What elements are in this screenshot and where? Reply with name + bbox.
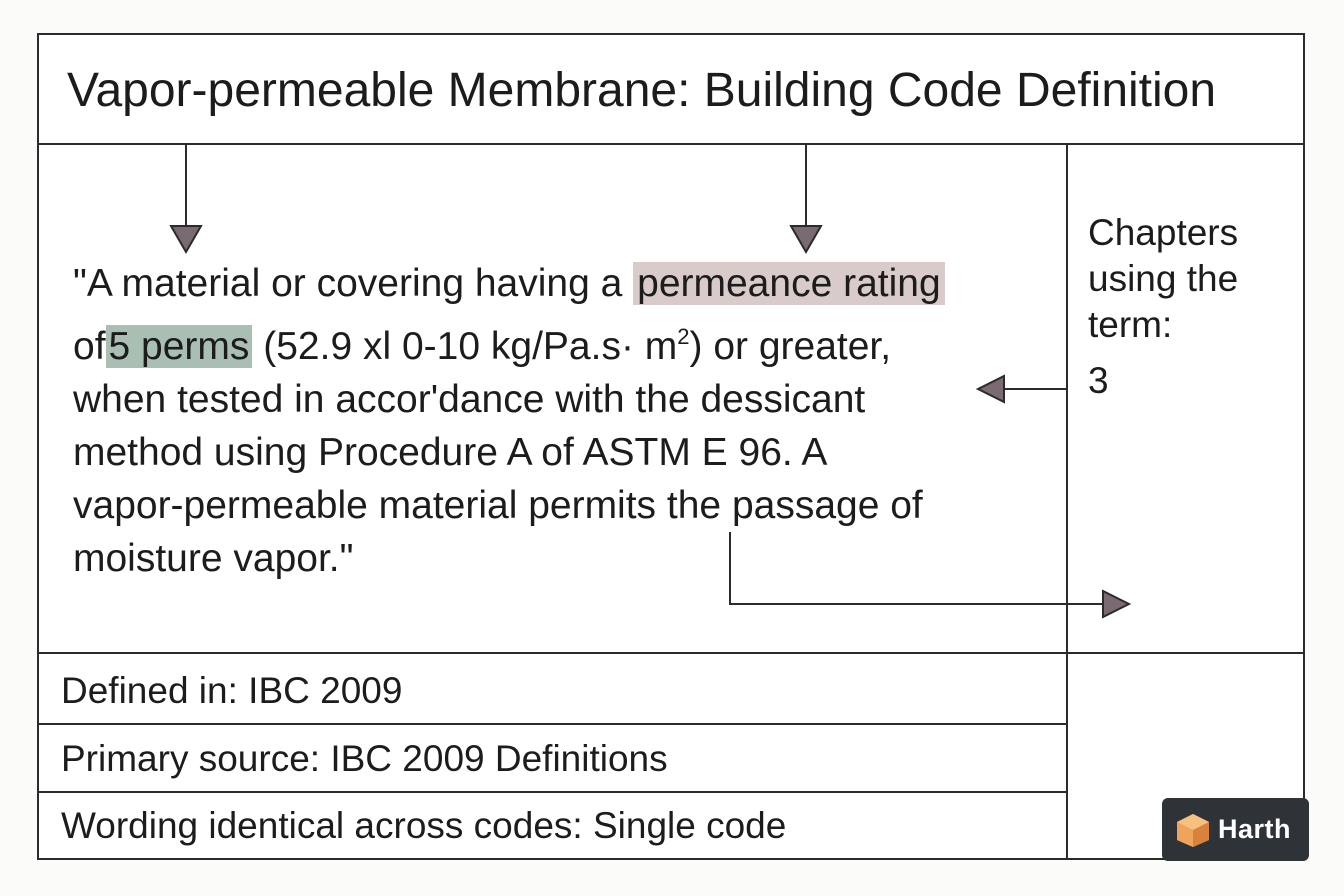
definition-line-3: when tested in accor'dance with the dessicant [73, 378, 866, 421]
arrow-head-down-icon [791, 226, 821, 252]
chapters-count: 3 [1088, 360, 1109, 401]
definition-line-5: vapor-permeable material permits the passage of [73, 484, 923, 527]
definition-text-segment: (52.9 xl 0-10 kg/Pa.s· m [252, 325, 678, 368]
permeance-rating-highlight: permeance rating [633, 262, 945, 305]
arrow-head-left-icon [978, 376, 1004, 402]
chapters-label-line-2: using the [1088, 258, 1239, 299]
harth-logo [1162, 798, 1309, 861]
definition-text-segment: "A material or covering having a [73, 262, 634, 305]
arrow-line-4 [730, 532, 1105, 604]
perms-value-highlight: 5 perms [106, 325, 253, 368]
chapters-label-line-1: Chapters [1088, 212, 1239, 253]
defined-in-row: Defined in: IBC 2009 [61, 670, 403, 711]
arrow-head-right-icon [1103, 591, 1129, 617]
wording-row: Wording identical across codes: Single code [61, 805, 787, 846]
chapters-label-line-3: term: [1088, 304, 1173, 345]
superscript: 2 [677, 324, 690, 349]
logo-text: Harth [1218, 814, 1292, 844]
definition-line-4: method using Procedure A of ASTM E 96. A [73, 431, 828, 474]
definition-text-segment: ) or greater, [689, 325, 892, 368]
primary-source-row: Primary source: IBC 2009 Definitions [61, 738, 668, 779]
page-title: Vapor-permeable Membrane: Building Code Definition [67, 64, 1217, 117]
definition-line-6: moisture vapor." [73, 537, 354, 580]
definition-text-segment: of [73, 325, 106, 368]
arrow-head-down-icon [171, 226, 201, 252]
cube-icon [1174, 811, 1212, 849]
